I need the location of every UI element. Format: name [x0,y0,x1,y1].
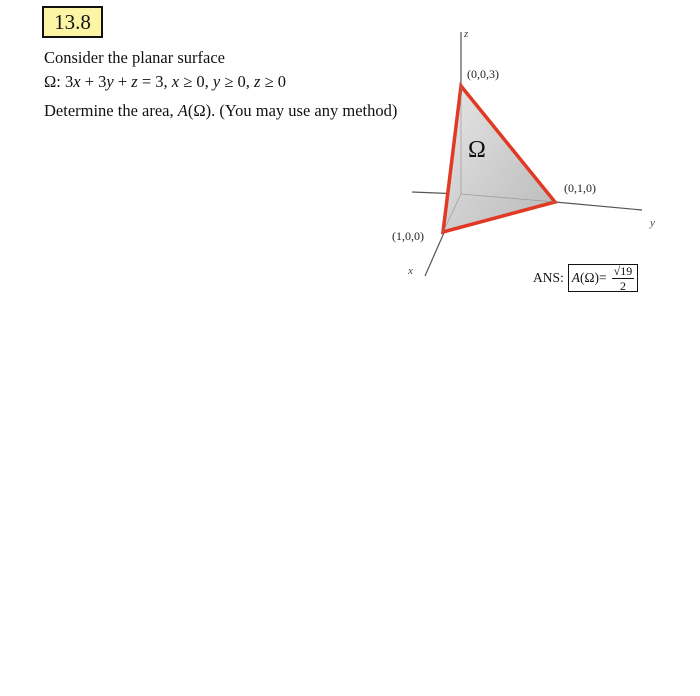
def-part: : 3 [56,72,74,91]
problem-task [44,101,397,121]
z-axis-label: z [464,28,469,40]
area-function: A [177,101,188,120]
answer-line [533,263,638,293]
def-part: ≥ 0, [220,72,255,91]
area-argument: (Ω) [187,101,212,120]
def-part: ≥ 0 [260,72,287,91]
var-z: z [131,72,138,91]
answer-box [568,264,639,292]
var-x: x [171,72,180,91]
def-part: + 3 [80,72,107,91]
answer-equals: = [599,270,607,285]
omega-triangle [443,86,555,232]
var-x: x [73,72,81,91]
triangle-figure [380,20,680,280]
var-z: z [254,72,261,91]
def-part: ≥ 0, [179,72,213,91]
region-label: Ω [468,137,486,163]
def-part: = 3, [137,72,172,91]
answer-fraction [612,265,635,292]
problem-intro: Consider the planar surface [44,48,225,67]
var-y: y [106,72,114,91]
def-part: + [113,72,132,91]
task-text: . (You may use any method) [211,101,398,120]
vertex-label-x: (1,0,0) [392,229,424,243]
answer-prefix: ANS: [533,270,564,285]
vertex-label-y: (0,1,0) [564,181,596,195]
answer-numerator: √19 [613,263,633,278]
y-axis-front [555,202,642,210]
answer-function: A [571,270,581,285]
x-axis-label: x [408,265,413,277]
y-axis-label: y [650,217,655,229]
answer-denominator: 2 [619,278,626,293]
problem-number: 13.8 [42,6,103,38]
omega-symbol: Ω [44,72,57,91]
answer-argument: (Ω) [580,270,600,285]
var-y: y [212,72,221,91]
task-text: Determine the area, [44,101,178,120]
surface-definition [44,72,286,92]
vertex-label-z: (0,0,3) [467,67,499,81]
